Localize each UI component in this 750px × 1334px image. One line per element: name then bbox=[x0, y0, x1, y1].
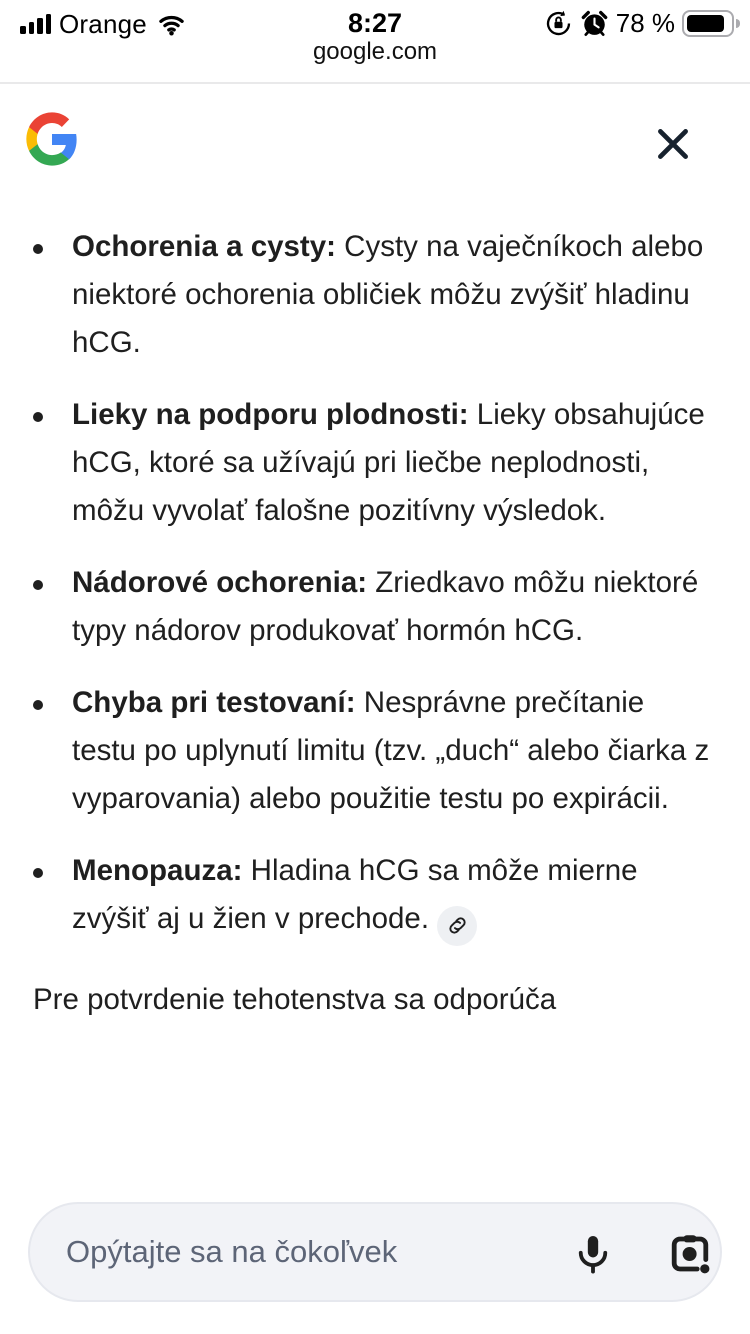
bullet-text: Lieky obsahujúce hCG, ktoré sa užívajú pri liečbe neplodnosti, môžu vyvolať falošne pozitívny výsledok. bbox=[72, 398, 705, 527]
list-item bbox=[33, 391, 711, 535]
bullet-bold-lead: Nádorové ochorenia: bbox=[72, 566, 368, 599]
bullet-list bbox=[33, 223, 711, 946]
answer-content bbox=[33, 223, 711, 1024]
bullet-text: Zriedkavo môžu niektoré typy nádorov produkovať hormón hCG. bbox=[72, 566, 699, 647]
google-g-logo[interactable] bbox=[24, 110, 80, 168]
bullet-bold-lead: Ochorenia a cysty: bbox=[72, 230, 336, 263]
alarm-clock-icon bbox=[580, 9, 609, 38]
source-link-icon[interactable] bbox=[437, 906, 477, 946]
close-icon bbox=[652, 123, 694, 165]
search-input[interactable] bbox=[66, 1234, 510, 1270]
bullet-bold-lead: Menopauza: bbox=[72, 854, 243, 887]
microphone-icon bbox=[570, 1231, 616, 1277]
google-lens-button[interactable] bbox=[666, 1230, 714, 1278]
bullet-bold-lead: Chyba pri testovaní: bbox=[72, 686, 356, 719]
google-lens-camera-icon bbox=[666, 1230, 714, 1278]
bullet-bold-lead: Lieky na podporu plodnosti: bbox=[72, 398, 469, 431]
search-pill[interactable] bbox=[28, 1202, 722, 1302]
bullet-text: Nesprávne prečítanie testu po uplynutí limitu (tzv. „duch“ alebo čiarka z vyparovania) alebo použitie testu po expirácii. bbox=[72, 686, 710, 815]
close-button[interactable] bbox=[648, 119, 698, 169]
list-item bbox=[33, 847, 711, 946]
battery-percent-label: 78 % bbox=[615, 8, 675, 38]
header-separator bbox=[0, 82, 750, 84]
status-bar-right bbox=[544, 8, 742, 39]
bullet-text: Hladina hCG sa môže mierne zvýšiť aj u žien v prechode. bbox=[72, 854, 638, 935]
list-item bbox=[33, 679, 711, 823]
list-item bbox=[33, 559, 711, 655]
status-bar bbox=[0, 0, 750, 42]
bullet-text: Cysty na vaječníkoch alebo niektoré ochorenia obličiek môžu zvýšiť hladinu hCG. bbox=[72, 230, 704, 359]
rotation-lock-icon bbox=[544, 9, 573, 38]
status-time: 8:27 bbox=[347, 8, 403, 38]
bottom-bar bbox=[0, 1186, 750, 1334]
url-bar[interactable]: google.com bbox=[312, 38, 438, 65]
list-item bbox=[33, 223, 711, 367]
cutoff-paragraph: Pre potvrdenie tehotenstva sa odporúča bbox=[33, 982, 557, 1016]
microphone-button[interactable] bbox=[570, 1231, 616, 1277]
carrier-label: Orange bbox=[59, 9, 147, 39]
battery-icon bbox=[682, 10, 734, 37]
